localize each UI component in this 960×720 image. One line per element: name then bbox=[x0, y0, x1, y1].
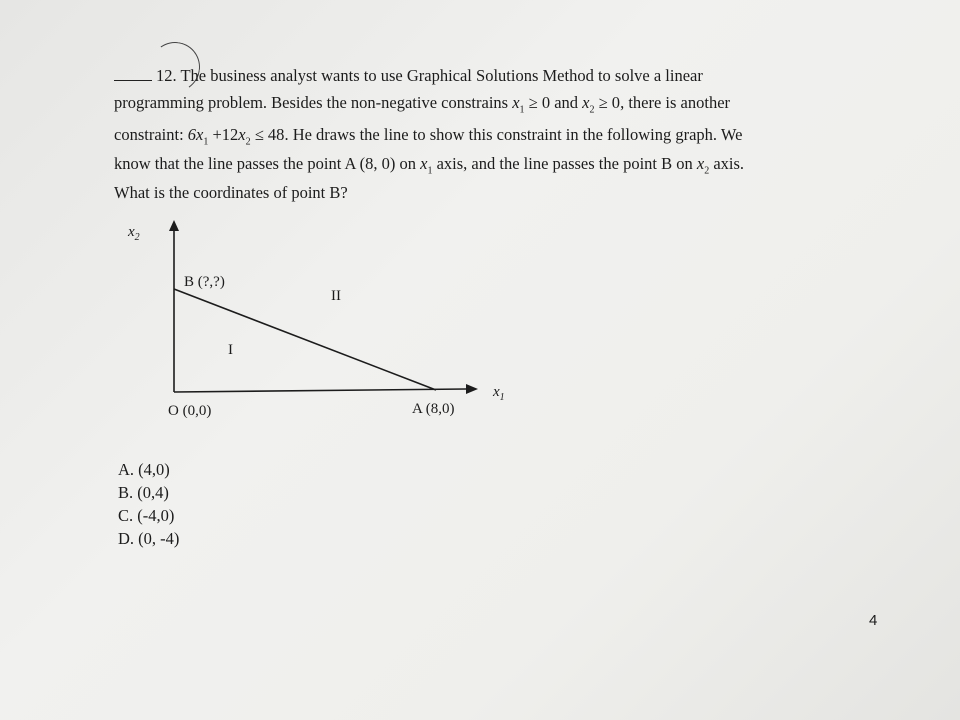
constraint-term-1: 6x bbox=[187, 125, 204, 144]
constraint-x1-sub: 1 bbox=[519, 104, 525, 116]
page-number: 4 bbox=[869, 612, 878, 629]
constraint-x1-rel: ≥ 0 bbox=[524, 93, 551, 112]
constraint-term-2: x bbox=[238, 125, 246, 144]
axis-x2-var: x bbox=[696, 154, 705, 173]
question-line-4-mid: axis, and the line passes the point B on bbox=[432, 154, 697, 173]
x2-axis-label: $x_2$ bbox=[128, 224, 140, 243]
constraint-rel: ≤ 48 bbox=[250, 125, 285, 144]
constraint-x1-var: x bbox=[512, 93, 520, 112]
question-line-3-start: constraint: bbox=[114, 125, 188, 144]
answer-choices bbox=[118, 458, 179, 550]
constraint-term-1-sub: 1 bbox=[203, 136, 209, 148]
region-2-label: II bbox=[331, 288, 341, 304]
axis-x1-var: x bbox=[420, 154, 428, 173]
and-text: and bbox=[550, 93, 583, 112]
origin-label: O (0,0) bbox=[168, 403, 212, 419]
choice-d[interactable]: D. (0, -4) bbox=[118, 529, 180, 548]
constraint-x2-var: x bbox=[582, 93, 590, 112]
region-1-label: I bbox=[228, 342, 233, 358]
question-line-2-text: programming problem. Besides the non-negative constrains bbox=[114, 93, 513, 112]
constraint-plus: +12 bbox=[208, 125, 239, 144]
constraint-x2-rel: ≥ 0 bbox=[594, 93, 621, 112]
choice-c[interactable]: C. (-4,0) bbox=[118, 506, 175, 525]
choice-b[interactable]: B. (0,4) bbox=[118, 483, 169, 502]
axis-x2-sub: 2 bbox=[704, 165, 710, 177]
x1-axis-arrow-icon bbox=[466, 384, 478, 394]
point-a-label: A (8,0) bbox=[412, 401, 455, 417]
question-line-4-start: know that the line passes the point A (8, 0) on bbox=[114, 154, 421, 173]
question-number: 12. bbox=[156, 66, 177, 85]
x1-axis-line bbox=[174, 389, 466, 392]
question-line-1-text: The business analyst wants to use Graphical Solutions Method to solve a linear bbox=[180, 66, 703, 85]
question-line-3-tail: . He draws the line to show this constraint in the following graph. We bbox=[284, 125, 743, 144]
point-b-label: B (?,?) bbox=[184, 274, 225, 290]
constraint-x2-sub: 2 bbox=[589, 104, 595, 116]
axis-x1-sub: 1 bbox=[427, 165, 433, 177]
x2-axis-arrow-icon bbox=[169, 220, 179, 231]
question-line-2-tail: , there is another bbox=[620, 93, 731, 112]
question-line-4-tail: axis. bbox=[709, 154, 745, 173]
question-line-5-text: What is the coordinates of point B? bbox=[114, 183, 348, 202]
choice-a[interactable]: A. (4,0) bbox=[118, 460, 170, 479]
constraint-line bbox=[174, 289, 436, 390]
x1-axis-label: $x_1$ bbox=[493, 384, 505, 403]
constraint-term-2-sub: 2 bbox=[245, 136, 251, 148]
